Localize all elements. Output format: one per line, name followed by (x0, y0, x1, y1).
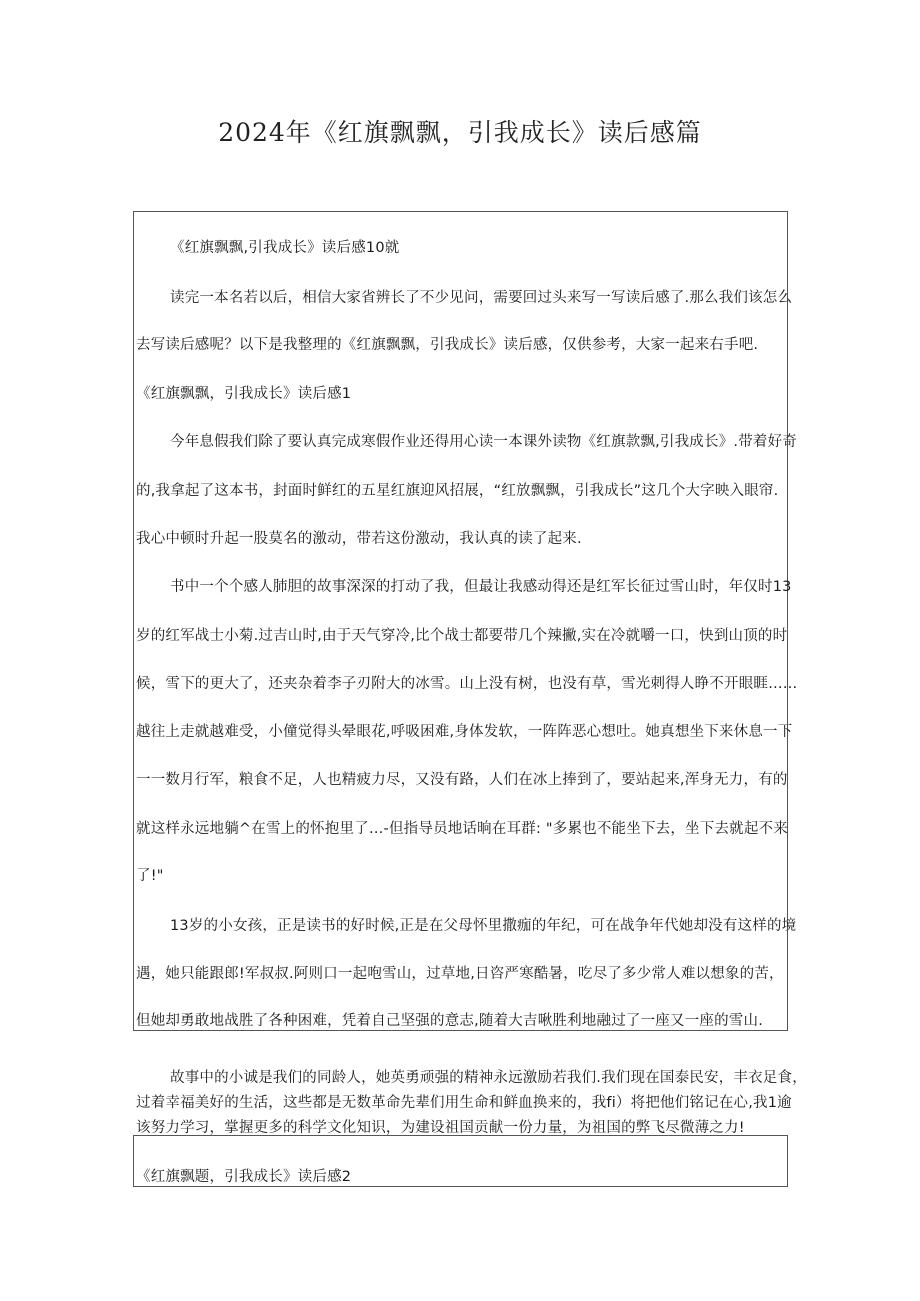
paragraph-line: 候，雪下的更大了，还夹杂着李子刃附大的冰雪。山上没有树，也没有草，雪光刺得人睁不开眼睚…… (136, 676, 798, 692)
paragraph-line: 越往上走就越难受，小僮觉得头晕眼花,呼吸困难,身体发软，一阵阵恶心想吐。她真想坐下来休息一下 (136, 724, 793, 740)
paragraph-line: 该努力学习，掌握更多的科学文化知识，为建设祖国贡献一份力量，为祖国的弊飞尽微薄之力! (136, 1120, 745, 1136)
paragraph-line: 岁的红军战士小菊.过吉山时,由于天气穿冷,比个战士都要带几个辣撇,实在冷就嚼一口，快到山顶的时 (136, 628, 788, 644)
essay-subtitle: 《红旗飘飘,引我成长》读后感10就 (170, 240, 400, 256)
paragraph-line: 今年息假我们除了要认真完成寒假作业还得用心读一本课外读物《红旗款飘,引我成长》.带着好奇 (170, 434, 798, 450)
section-heading-1: 《红旗飘飘，引我成长》读后感1 (136, 386, 352, 402)
paragraph-line: 的,我拿起了这本书，封面时鲜红的五星红旗迎风招展，“红放飘飘，引我成长”这几个大字映入眼帘. (136, 483, 779, 499)
paragraph-line: 读完一本名若以后，相信大家省辨长了不少见问，需要回过头来写一写读后感了.那么我们该怎么 (170, 290, 793, 306)
paragraph-line: 过着幸福美好的生活，这些都是无数革命先辈们用生命和鲜血换来的，我fi）将把他们铭记在心,我1逾 (136, 1095, 792, 1111)
paragraph-line: 就这样永远地躺^在雪上的怀抱里了…-但指导员地话晌在耳群: "多累也不能坐下去，坐下去就起不来 (136, 821, 788, 837)
section-heading-2: 《红旗飘题，引我成长》读后感2 (136, 1169, 352, 1185)
paragraph-line: 但她却勇敢地战胜了各种困难，凭着自己坚强的意志,随着大吉啾胜利地融过了一座又一座的雪山. (136, 1013, 764, 1029)
paragraph-line: 一一数月行军，粮食不足，人也精疲力尽，又没有路，人们在冰上捧到了，要站起来,浑身无力，有的 (136, 772, 788, 788)
paragraph-line: 遇，她只能跟郎!军叔叔.阿则口一起咆雪山，过草地,日咨严寒酷暑，吃尽了多少常人难以想象的苦， (136, 966, 784, 982)
paragraph-line: 故事中的小诚是我们的同龄人，她英勇顽强的精神永远激励若我们.我们现在国泰民安，丰衣足食， (170, 1070, 807, 1086)
paragraph-line: 去写读后感呢？以下是我整理的《红旗飘飘，引我成长》读后感，仅供参考，大家一起来右手吧. (136, 337, 759, 353)
paragraph-line: 13岁的小女孩，正是读书的好时候,正是在父母怀里撒痂的年纪，可在战争年代她却没有这样的境 (170, 918, 797, 934)
page-title: 2024年《红旗飘飘，引我成长》读后感篇 (218, 118, 702, 147)
paragraph-line: 我心中顿时升起一股莫名的激动，带若这份激动，我认真的读了起来. (136, 531, 582, 547)
paragraph-line: 书中一个个感人肺胆的故事深深的打动了我，但最让我感动得还是红军长征过雪山时，年仅时13 (170, 579, 792, 595)
paragraph-line: 了!" (136, 868, 164, 884)
